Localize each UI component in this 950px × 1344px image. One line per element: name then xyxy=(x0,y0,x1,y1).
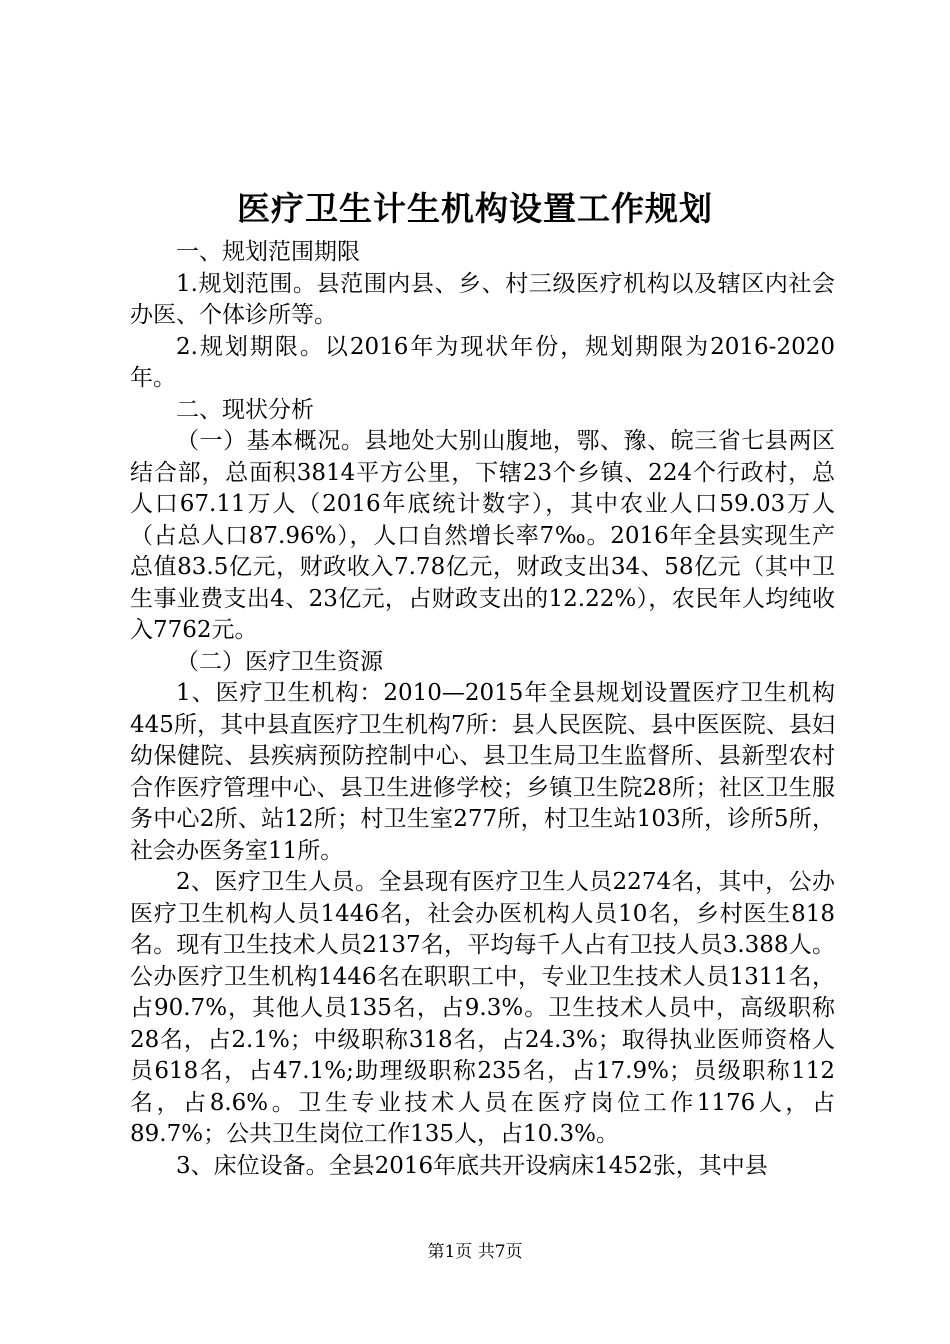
paragraph-personnel: 2、医疗卫生人员。全县现有医疗卫生人员2274名，其中，公办医疗卫生机构人员1446名，社会办医机构人员10名，乡村医生818名。现有卫生技术人员2137名，平均每千人占有卫技人员3.388人。公办医疗卫生机构1446名在职职工中，专业卫生技术人员1311名，占90.7%，其他人员135名，占9.3%。卫生技术人员中，高级职称28名，占2.1%；中级职称318名，占24.3%；取得执业医师资格人员618名，占47.1%;助理级职称235名，占17.9%；员级职称112名，占8.6%。卫生专业技术人员在医疗岗位工作1176人，占89.7%；公共卫生岗位工作135人，占10.3%。 xyxy=(130,869,835,1147)
section-heading-1: 一、规划范围期限 xyxy=(176,239,360,265)
paragraph-period: 2.规划期限。以2016年为现状年份，规划期限为2016-2020年。 xyxy=(130,333,835,391)
paragraph-beds: 3、床位设备。全县2016年底共开设病床1452张，其中县 xyxy=(176,1152,768,1179)
paragraph-scope: 1.规划范围。县范围内县、乡、村三级医疗机构以及辖区内社会办医、个体诊所等。 xyxy=(130,270,835,328)
paragraph-institutions: 1、医疗卫生机构：2010—2015年全县规划设置医疗卫生机构445所，其中县直医疗卫生机构7所：县人民医院、县中医医院、县妇幼保健院、县疾病预防控制中心、县卫生局卫生监督所、县新型农村合作医疗管理中心、县卫生进修学校；乡镇卫生院28所；社区卫生服务中心2所、站12所；村卫生室277所，村卫生站103所，诊所5所，社会办医务室11所。 xyxy=(130,680,835,864)
paragraph-overview: （一）基本概况。县地处大别山腹地，鄂、豫、皖三省七县两区结合部，总面积3814平方公里，下辖23个乡镇、224个行政村，总人口67.11万人（2016年底统计数字），其中农业人口59.03万人（占总人口87.96%），人口自然增长率7‰。2016年全县实现生产总值83.5亿元，财政收入7.78亿元，财政支出34、58亿元（其中卫生事业费支出4、23亿元，占财政支出的12.22%），农民年人均纯收入7762元。 xyxy=(130,428,835,643)
document-body xyxy=(130,237,835,1182)
subsection-heading-resources: （二）医疗卫生资源 xyxy=(176,648,383,675)
section-heading-2: 二、现状分析 xyxy=(176,396,314,423)
document-title: 医疗卫生计生机构设置工作规划 xyxy=(237,189,713,228)
page-footer: 第1页 共7页 xyxy=(427,1242,523,1262)
